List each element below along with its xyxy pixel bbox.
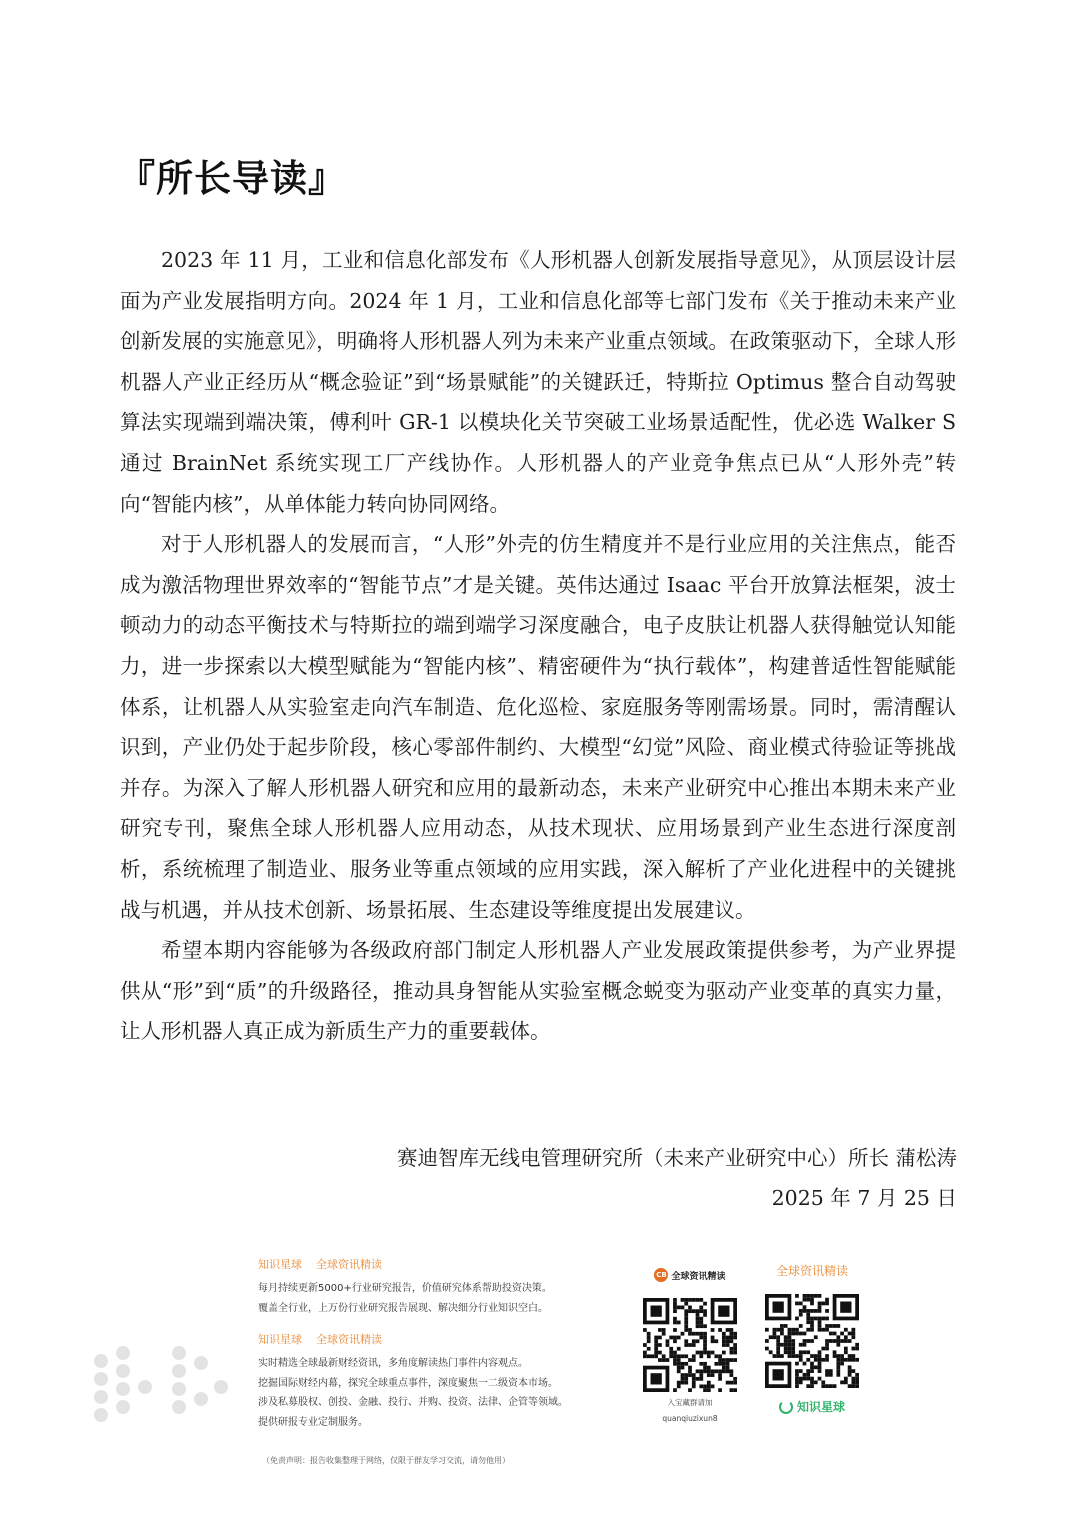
- page-title: 『所长导读』: [118, 156, 346, 200]
- dot: [172, 1346, 186, 1360]
- promo-heading: [258, 1331, 568, 1347]
- dot: [116, 1346, 130, 1360]
- zsxq-qr-block: [762, 1262, 862, 1418]
- dot: [94, 1408, 108, 1422]
- wechat-qr-block: [640, 1262, 740, 1424]
- disclaimer: （免责声明：报告收集整理于网络，仅限于群友学习交流，请勿他用）: [262, 1456, 510, 1465]
- dot: [94, 1390, 108, 1404]
- dot: [172, 1382, 186, 1396]
- qr-caption-2: quanqiuzixun8: [662, 1414, 718, 1423]
- promo-block-1: [258, 1256, 552, 1318]
- promo-heading-b: 全球资讯精读: [316, 1333, 382, 1346]
- dot: [172, 1364, 186, 1378]
- dot: [116, 1364, 130, 1378]
- dot: [194, 1392, 208, 1406]
- zsxq-logo: [779, 1398, 845, 1415]
- promo-heading-a: 知识星球: [258, 1333, 302, 1346]
- dot: [94, 1354, 108, 1368]
- qr-label: 全球资讯精读: [775, 1264, 848, 1278]
- zsxq-ring-icon: [779, 1400, 793, 1414]
- dot: [116, 1382, 130, 1396]
- dot: [194, 1356, 208, 1370]
- paragraph-1: 2023 年 11 月，工业和信息化部发布《人形机器人创新发展指导意见》，从顶层设计层面为产业发展指明方向。2024 年 1 月，工业和信息化部等七部门发布《关于推动未来产业创新发展的实施意见》，明确将人形机器人列为未来产业重点领域。在政策驱动下，全球人形机器人产业正经历从“概念验证”到“场景赋能”的关键跃迁，特斯拉 Optimus 整合自动驾驶算法实现端到端决策，傅利叶 GR-1 以模块化关节突破工业场景适配性，优必选 Walker S 通过 BrainNet 系统实现工厂产线协作。人形机器人的产业竞争焦点已从“人形外壳”转向“智能内核”，从单体能力转向协同网络。: [120, 248, 956, 516]
- promo-line: 涉及私募股权、创投、金融、投行、并购、投资、法律、企管等领域。: [258, 1397, 568, 1408]
- promo-heading-b: 全球资讯精读: [316, 1258, 382, 1271]
- paragraph-2: 对于人形机器人的发展而言，“人形”外壳的仿生精度并不是行业应用的关注焦点，能否成为激活物理世界效率的“智能节点”才是关键。英伟达通过 Isaac 平台开放算法框架，波士顿动力的动态平衡技术与特斯拉的端到端学习深度融合，电子皮肤让机器人获得触觉认知能力，进一步探索以大模型赋能为“智能内核”、精密硬件为“执行载体”，构建普适性智能赋能体系，让机器人从实验室走向汽车制造、危化巡检、家庭服务等刚需场景。同时，需清醒认识到，产业仍处于起步阶段，核心零部件制约、大模型“幻觉”风险、商业模式待验证等挑战并存。为深入了解人形机器人研究和应用的最新动态，未来产业研究中心推出本期未来产业研究专刊，聚焦全球人形机器人应用动态，从技术现状、应用场景到产业生态进行深度剖析，系统梳理了制造业、服务业等重点领域的应用实践，深入解析了产业化进程中的关键挑战与机遇，并从技术创新、场景拓展、生态建设等维度提出发展建议。: [120, 532, 956, 922]
- brand-name: 全球资讯精读: [671, 1271, 726, 1282]
- signature-date: 2025 年 7 月 25 日: [771, 1186, 957, 1210]
- promo-line: 挖掘国际财经内幕，探究全球重点事件，深度聚焦一二级资本市场。: [258, 1377, 558, 1389]
- brand-logo-icon: CB: [654, 1268, 668, 1282]
- promo-heading-a: 知识星球: [258, 1258, 302, 1271]
- brand-header: [654, 1266, 725, 1284]
- intro-body: [120, 240, 956, 1052]
- dot: [172, 1400, 186, 1414]
- zsxq-brand-name: 知识星球: [796, 1400, 845, 1414]
- wechat-qr-code[interactable]: [643, 1298, 737, 1392]
- promo-line: 提供研报专业定制服务。: [258, 1416, 368, 1428]
- dot: [138, 1380, 152, 1394]
- dot: [214, 1380, 228, 1394]
- promo-heading: [258, 1256, 552, 1272]
- zsxq-qr-code[interactable]: [765, 1294, 859, 1388]
- promo-line: 实时精选全球最新财经资讯，多角度解读热门事件内容观点。: [258, 1358, 528, 1369]
- paragraph-3: 希望本期内容能够为各级政府部门制定人形机器人产业发展政策提供参考，为产业界提供从“形”到“质”的升级路径，推动具身智能从实验室概念蜕变为驱动产业变革的真实力量，让人形机器人真正成为新质生产力的重要载体。: [120, 938, 956, 1044]
- qr-caption-1: 入宝藏群请加: [667, 1398, 713, 1407]
- signature-org: 赛迪智库无线电管理研究所（未来产业研究中心）所长 蒲松涛: [396, 1146, 957, 1170]
- promo-block-2: [258, 1331, 568, 1432]
- dot: [116, 1400, 130, 1414]
- dot: [94, 1372, 108, 1386]
- promo-line: 覆盖全行业，上万份行业研究报告展现、解决细分行业知识空白。: [258, 1302, 548, 1314]
- promo-line: 每月持续更新5000+行业研究报告，价值研究体系帮助投资决策。: [258, 1283, 552, 1294]
